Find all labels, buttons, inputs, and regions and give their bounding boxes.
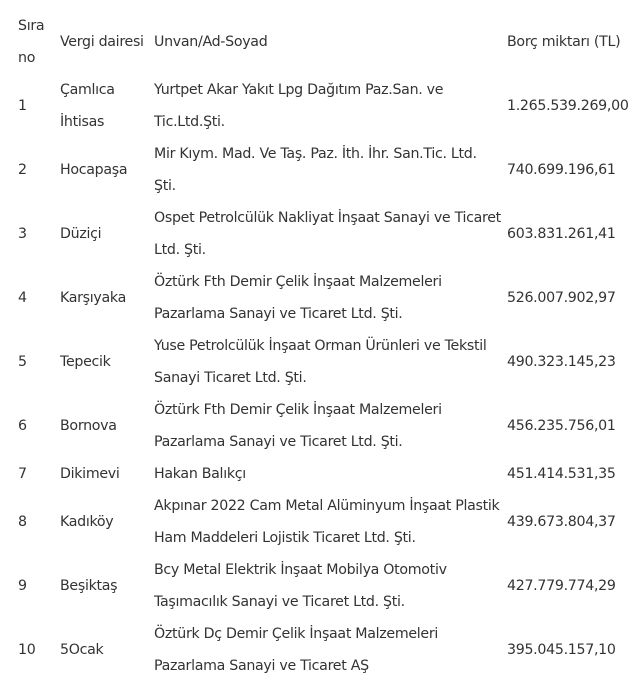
table-row <box>12 74 634 138</box>
table-row <box>12 490 634 554</box>
cell-no: 9 <box>18 578 27 594</box>
cell-vergi-dairesi: Düziçi <box>60 226 102 242</box>
cell-no: 3 <box>18 226 27 242</box>
cell-borc: 1.265.539.269,00 <box>507 98 629 114</box>
cell-borc: 603.831.261,41 <box>507 226 616 242</box>
header-unvan: Unvan/Ad-Soyad <box>154 34 268 50</box>
cell-borc: 456.235.756,01 <box>507 418 616 434</box>
cell-unvan: Yuse Petrolcülük İnşaat Orman Ürünleri ve Tekstil Sanayi Ticaret Ltd. Şti. <box>154 338 487 386</box>
cell-no: 5 <box>18 354 27 370</box>
table-row <box>12 618 634 682</box>
cell-unvan: Öztürk Fth Demir Çelik İnşaat Malzemeleri Pazarlama Sanayi ve Ticaret Ltd. Şti. <box>154 402 442 450</box>
cell-borc: 490.323.145,23 <box>507 354 616 370</box>
cell-no: 1 <box>18 98 27 114</box>
debt-table <box>12 10 634 682</box>
cell-vergi-dairesi: Tepecik <box>60 354 111 370</box>
cell-unvan: Mir Kıym. Mad. Ve Taş. Paz. İth. İhr. San.Tic. Ltd. Şti. <box>154 146 477 194</box>
cell-borc: 526.007.902,97 <box>507 290 616 306</box>
cell-no: 4 <box>18 290 27 306</box>
table-row <box>12 458 634 490</box>
cell-vergi-dairesi: 5Ocak <box>60 642 104 658</box>
cell-unvan: Hakan Balıkçı <box>154 466 246 482</box>
cell-no: 10 <box>18 642 36 658</box>
cell-vergi-dairesi: Hocapaşa <box>60 162 128 178</box>
table-row <box>12 554 634 618</box>
cell-vergi-dairesi: Beşiktaş <box>60 578 118 594</box>
cell-unvan: Öztürk Dç Demir Çelik İnşaat Malzemeleri Pazarlama Sanayi ve Ticaret AŞ <box>154 626 439 674</box>
cell-no: 2 <box>18 162 27 178</box>
table-row <box>12 330 634 394</box>
cell-vergi-dairesi: Kadıköy <box>60 514 114 530</box>
cell-vergi-dairesi: Bornova <box>60 418 117 434</box>
cell-vergi-dairesi: Dikimevi <box>60 466 120 482</box>
cell-unvan: Akpınar 2022 Cam Metal Alüminyum İnşaat Plastik Ham Maddeleri Lojistik Ticaret Ltd. Şti. <box>154 498 500 546</box>
table-row <box>12 138 634 202</box>
cell-vergi-dairesi: Karşıyaka <box>60 290 126 306</box>
cell-unvan: Ospet Petrolcülük Nakliyat İnşaat Sanayi ve Ticaret Ltd. Şti. <box>154 210 501 258</box>
cell-unvan: Bcy Metal Elektrik İnşaat Mobilya Otomotiv Taşımacılık Sanayi ve Ticaret Ltd. Şti. <box>154 562 447 610</box>
cell-borc: 427.779.774,29 <box>507 578 616 594</box>
cell-unvan: Yurtpet Akar Yakıt Lpg Dağıtım Paz.San. ve Tic.Ltd.Şti. <box>154 82 444 130</box>
cell-no: 8 <box>18 514 27 530</box>
header-sira-no: Sıra no <box>18 18 45 66</box>
header-row <box>12 10 634 74</box>
cell-no: 6 <box>18 418 27 434</box>
cell-borc: 395.045.157,10 <box>507 642 616 658</box>
cell-unvan: Öztürk Fth Demir Çelik İnşaat Malzemeleri Pazarlama Sanayi ve Ticaret Ltd. Şti. <box>154 274 442 322</box>
header-vergi-dairesi: Vergi dairesi <box>60 34 144 50</box>
table-row <box>12 266 634 330</box>
table-row <box>12 394 634 458</box>
cell-borc: 451.414.531,35 <box>507 466 616 482</box>
cell-borc: 740.699.196,61 <box>507 162 616 178</box>
cell-borc: 439.673.804,37 <box>507 514 616 530</box>
table-row <box>12 202 634 266</box>
header-borc: Borç miktarı (TL) <box>507 34 621 50</box>
cell-no: 7 <box>18 466 27 482</box>
cell-vergi-dairesi: Çamlıca İhtisas <box>60 82 115 130</box>
